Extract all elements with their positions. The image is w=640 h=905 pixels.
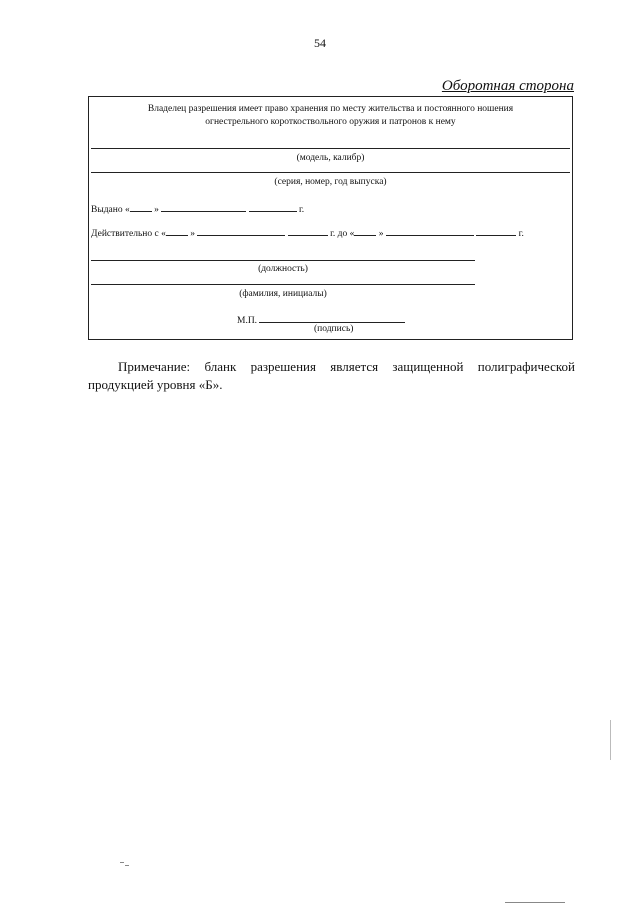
issued-year-blank (249, 202, 297, 212)
valid-prefix: Действительно с « (91, 229, 166, 239)
note-paragraph (88, 358, 575, 394)
valid-suffix: г. (518, 229, 524, 239)
issued-suffix: г. (298, 205, 305, 215)
scan-bottom-mark (505, 902, 565, 903)
valid-to-day-blank (354, 226, 376, 236)
form-heading (89, 103, 572, 129)
stamp-label: М.П. (237, 316, 258, 326)
permit-form-box (88, 96, 573, 340)
issued-month-blank (161, 202, 246, 212)
valid-from-year-blank (288, 226, 328, 236)
valid-to: г. до « (330, 229, 355, 239)
side-label: Оборотная сторона (441, 78, 574, 94)
position-caption: (должность) (258, 264, 308, 274)
scan-edge-mark (610, 720, 611, 760)
note-line1: Примечание: бланк разрешения является защищенной полиграфической (118, 359, 575, 374)
valid-row (91, 226, 524, 239)
page-number: 54 (314, 36, 326, 50)
valid-from-day-blank (166, 226, 188, 236)
scan-speck (120, 862, 124, 863)
valid-from-month-blank (197, 226, 285, 236)
position-field-line (91, 260, 475, 261)
form-heading-line1: Владелец разрешения имеет право хранения по месту жительства и постоянного ношения (147, 104, 514, 114)
name-field-line (91, 284, 475, 285)
valid-mid2: » (378, 229, 384, 239)
issued-prefix: Выдано « (91, 205, 130, 215)
signature-caption: (подпись) (314, 324, 354, 334)
scan-speck (125, 865, 129, 866)
valid-to-month-blank (386, 226, 474, 236)
name-caption: (фамилия, инициалы) (239, 289, 327, 299)
signature-blank (259, 313, 405, 323)
series-field-line (91, 172, 570, 173)
series-caption: (серия, номер, год выпуска) (274, 177, 387, 187)
issued-row (91, 202, 304, 215)
valid-mid1: » (190, 229, 195, 239)
model-caption: (модель, калибр) (296, 153, 365, 163)
issued-mid: » (154, 205, 159, 215)
form-heading-line2: огнестрельного короткоствольного оружия и патронов к нему (205, 117, 456, 127)
valid-to-year-blank (476, 226, 516, 236)
model-field-line (91, 148, 570, 149)
issued-day-blank (130, 202, 152, 212)
note-line2: продукцией уровня «Б». (88, 377, 223, 392)
